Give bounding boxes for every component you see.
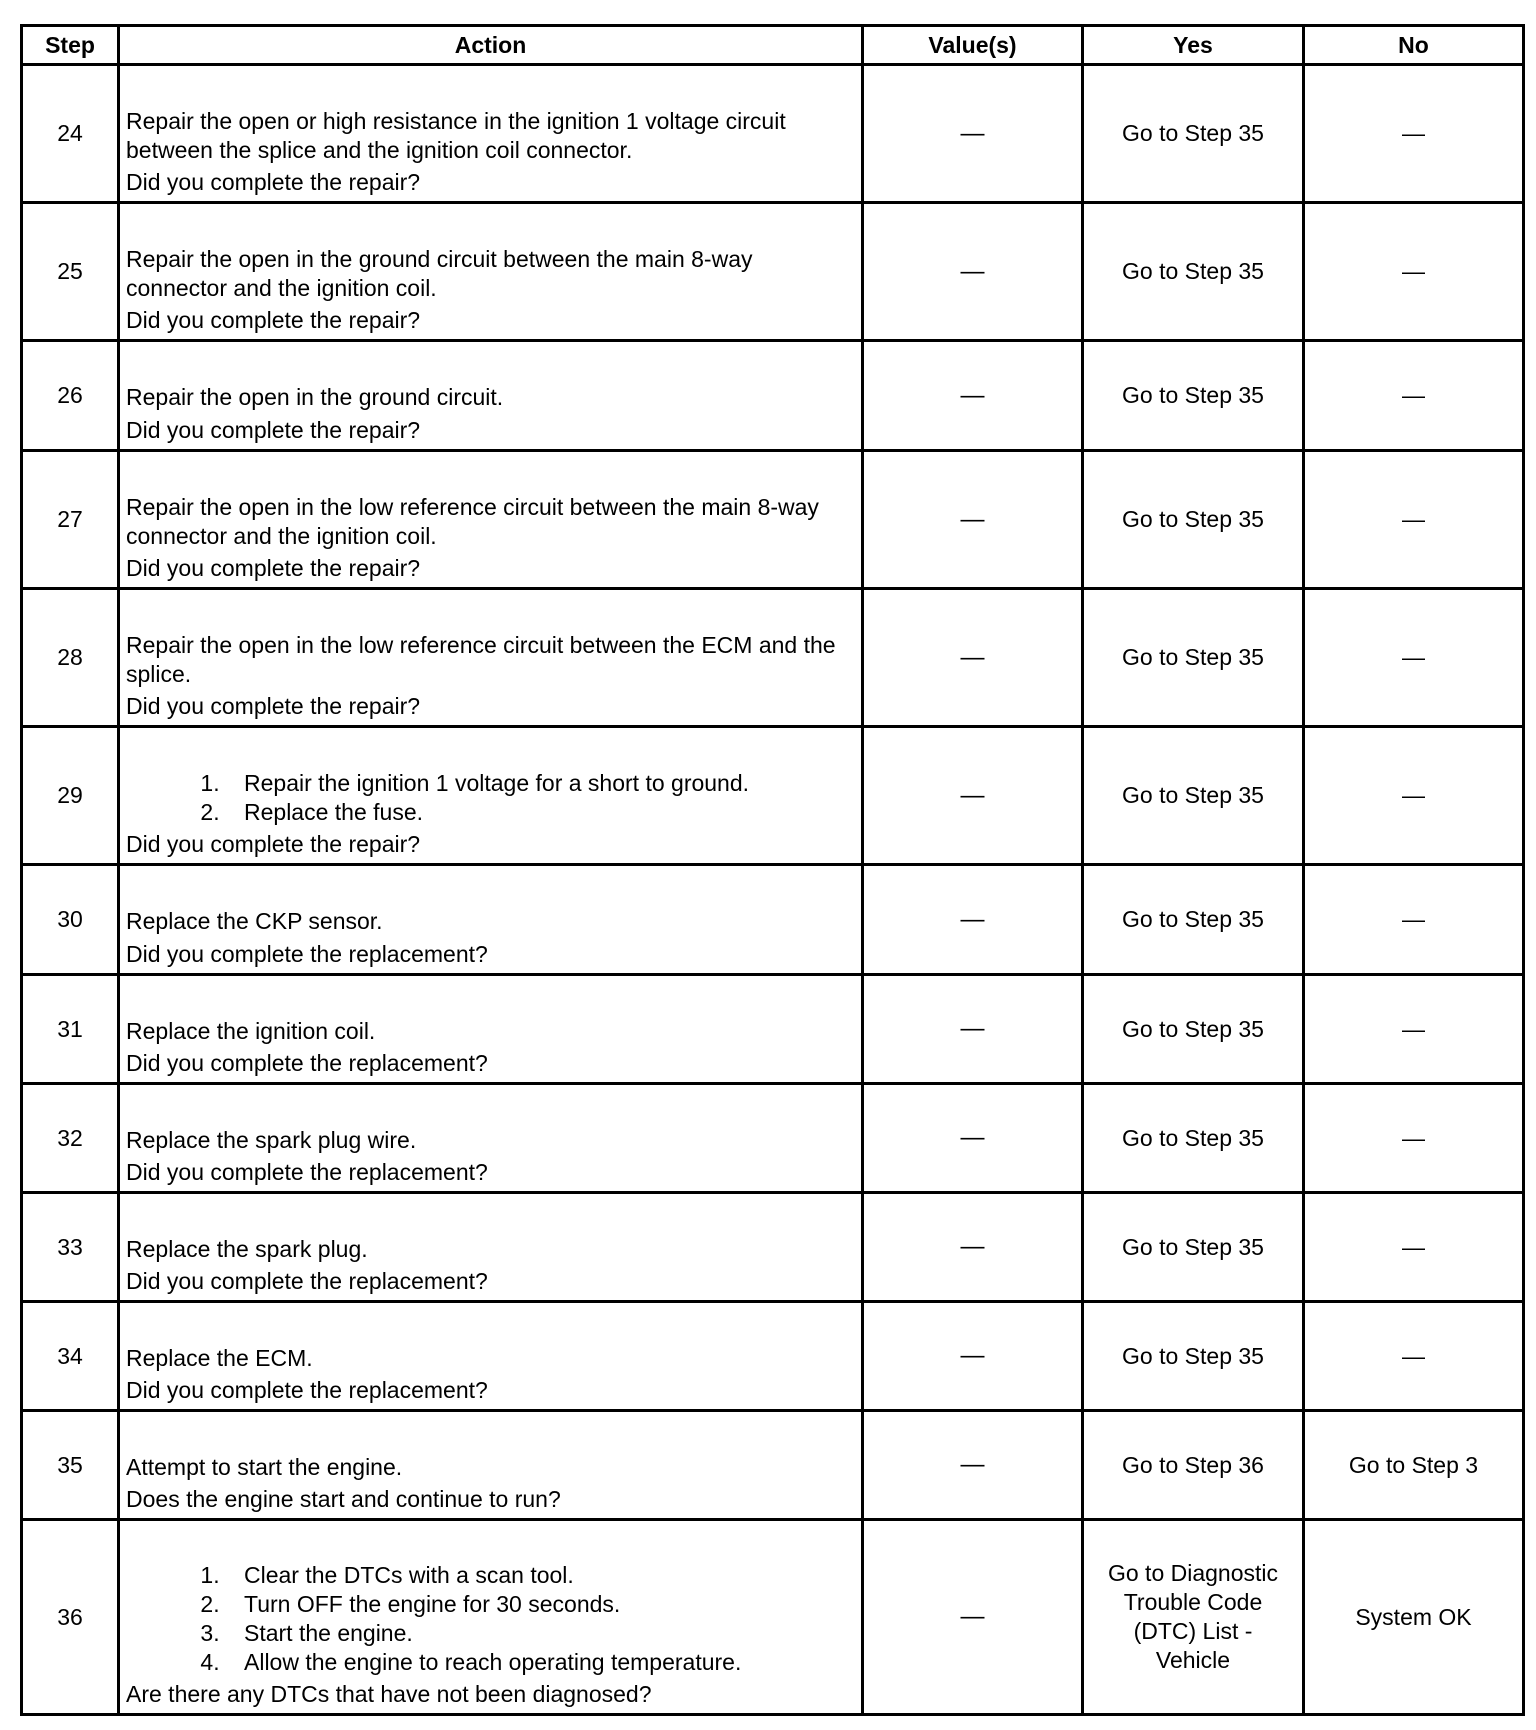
action-text: Repair the open in the ground circuit. — [126, 384, 504, 410]
yes-cell: Go to Step 35 — [1083, 65, 1304, 203]
step-number: 26 — [22, 341, 119, 451]
yes-cell: Go to Step 35 — [1083, 451, 1304, 589]
action-cell — [119, 1302, 863, 1411]
step-number: 29 — [22, 727, 119, 865]
no-cell: — — [1304, 1193, 1524, 1302]
value-cell: — — [863, 451, 1083, 589]
step-number: 25 — [22, 203, 119, 341]
action-cell — [119, 1084, 863, 1193]
table-row — [22, 65, 1524, 203]
step-number: 27 — [22, 451, 119, 589]
action-question: Did you complete the repair? — [126, 307, 421, 333]
no-cell: System OK — [1304, 1520, 1524, 1715]
action-text: Replace the CKP sensor. — [126, 908, 383, 934]
action-text: Repair the open in the ground circuit between the main 8-way connector and the ignition coil. — [126, 245, 753, 301]
value-cell: — — [863, 1193, 1083, 1302]
no-cell: — — [1304, 865, 1524, 975]
table-row — [22, 451, 1524, 589]
action-question: Did you complete the replacement? — [126, 1159, 488, 1185]
no-cell: Go to Step 3 — [1304, 1411, 1524, 1520]
action-cell — [119, 451, 863, 589]
yes-cell: Go to Step 35 — [1083, 865, 1304, 975]
no-cell: — — [1304, 1084, 1524, 1193]
table-row — [22, 589, 1524, 727]
action-cell — [119, 865, 863, 975]
no-cell: — — [1304, 451, 1524, 589]
value-cell: — — [863, 1084, 1083, 1193]
table-row — [22, 203, 1524, 341]
action-question: Are there any DTCs that have not been diagnosed? — [126, 1681, 652, 1707]
yes-cell: Go to Step 35 — [1083, 203, 1304, 341]
yes-cell: Go to Step 35 — [1083, 1084, 1304, 1193]
action-question: Does the engine start and continue to run? — [126, 1486, 561, 1512]
yes-cell: Go to Step 36 — [1083, 1411, 1304, 1520]
yes-cell: Go to Step 35 — [1083, 1193, 1304, 1302]
table-row — [22, 1084, 1524, 1193]
value-cell: — — [863, 341, 1083, 451]
action-cell — [119, 203, 863, 341]
header-yes: Yes — [1083, 26, 1304, 65]
no-cell: — — [1304, 65, 1524, 203]
value-cell: — — [863, 1411, 1083, 1520]
header-row — [22, 26, 1524, 65]
value-cell: — — [863, 865, 1083, 975]
list-item: 1. Clear the DTCs with a scan tool. — [226, 1561, 855, 1590]
action-question: Did you complete the repair? — [126, 831, 421, 857]
yes-cell: Go to Step 35 — [1083, 589, 1304, 727]
action-cell — [119, 341, 863, 451]
list-item: 4. Allow the engine to reach operating temperature. — [226, 1648, 855, 1677]
action-text: Repair the open in the low reference circuit between the ECM and the splice. — [126, 631, 836, 687]
action-cell — [119, 975, 863, 1084]
action-question: Did you complete the replacement? — [126, 1377, 488, 1403]
step-number: 31 — [22, 975, 119, 1084]
table-row — [22, 1411, 1524, 1520]
step-number: 30 — [22, 865, 119, 975]
action-question: Did you complete the repair? — [126, 555, 421, 581]
list-item: 2. Turn OFF the engine for 30 seconds. — [226, 1590, 855, 1619]
action-text: Replace the spark plug wire. — [126, 1126, 417, 1153]
action-question: Did you complete the replacement? — [126, 1268, 488, 1294]
action-question: Did you complete the repair? — [126, 417, 421, 443]
action-question: Did you complete the repair? — [126, 693, 421, 719]
no-cell: — — [1304, 975, 1524, 1084]
table-row — [22, 975, 1524, 1084]
no-cell: — — [1304, 727, 1524, 865]
value-cell: — — [863, 1520, 1083, 1715]
header-action: Action — [119, 26, 863, 65]
step-number: 24 — [22, 65, 119, 203]
value-cell: — — [863, 589, 1083, 727]
action-cell — [119, 1411, 863, 1520]
table-row — [22, 727, 1524, 865]
step-number: 36 — [22, 1520, 119, 1715]
no-cell: — — [1304, 589, 1524, 727]
no-cell: — — [1304, 203, 1524, 341]
table-row — [22, 341, 1524, 451]
action-cell — [119, 727, 863, 865]
step-number: 35 — [22, 1411, 119, 1520]
action-question: Did you complete the replacement? — [126, 1050, 488, 1076]
yes-cell: Go to Diagnostic Trouble Code (DTC) List - Vehicle — [1083, 1520, 1304, 1715]
header-no: No — [1304, 26, 1524, 65]
action-cell — [119, 1520, 863, 1715]
action-text: Repair the open in the low reference circuit between the main 8-way connector and the ignition coil. — [126, 493, 819, 549]
list-item: 2. Replace the fuse. — [226, 798, 855, 827]
value-cell: — — [863, 1302, 1083, 1411]
value-cell: — — [863, 975, 1083, 1084]
step-number: 28 — [22, 589, 119, 727]
action-text: Replace the ECM. — [126, 1344, 313, 1371]
diagnostic-table-page — [20, 24, 1522, 1708]
action-question: Did you complete the replacement? — [126, 941, 488, 967]
yes-cell: Go to Step 35 — [1083, 727, 1304, 865]
table-row — [22, 1520, 1524, 1715]
table-row — [22, 1302, 1524, 1411]
table-row — [22, 1193, 1524, 1302]
action-question: Did you complete the repair? — [126, 169, 421, 195]
action-text: Replace the spark plug. — [126, 1235, 368, 1262]
step-number: 33 — [22, 1193, 119, 1302]
header-step: Step — [22, 26, 119, 65]
diagnostic-steps-table — [20, 24, 1525, 1716]
step-number: 32 — [22, 1084, 119, 1193]
action-text: Replace the ignition coil. — [126, 1017, 376, 1044]
action-cell — [119, 65, 863, 203]
no-cell: — — [1304, 1302, 1524, 1411]
value-cell: — — [863, 203, 1083, 341]
yes-cell: Go to Step 35 — [1083, 975, 1304, 1084]
action-cell — [119, 589, 863, 727]
yes-cell: Go to Step 35 — [1083, 1302, 1304, 1411]
header-values: Value(s) — [863, 26, 1083, 65]
action-text: Attempt to start the engine. — [126, 1453, 403, 1480]
action-list — [120, 1557, 861, 1677]
step-number: 34 — [22, 1302, 119, 1411]
value-cell: — — [863, 65, 1083, 203]
list-item: 1. Repair the ignition 1 voltage for a short to ground. — [226, 769, 855, 798]
no-cell: — — [1304, 341, 1524, 451]
action-cell — [119, 1193, 863, 1302]
table-row — [22, 865, 1524, 975]
yes-cell: Go to Step 35 — [1083, 341, 1304, 451]
list-item: 3. Start the engine. — [226, 1619, 855, 1648]
value-cell: — — [863, 727, 1083, 865]
action-list — [120, 765, 861, 827]
action-text: Repair the open or high resistance in the ignition 1 voltage circuit between the splice and the ignition coil connector. — [126, 107, 786, 163]
